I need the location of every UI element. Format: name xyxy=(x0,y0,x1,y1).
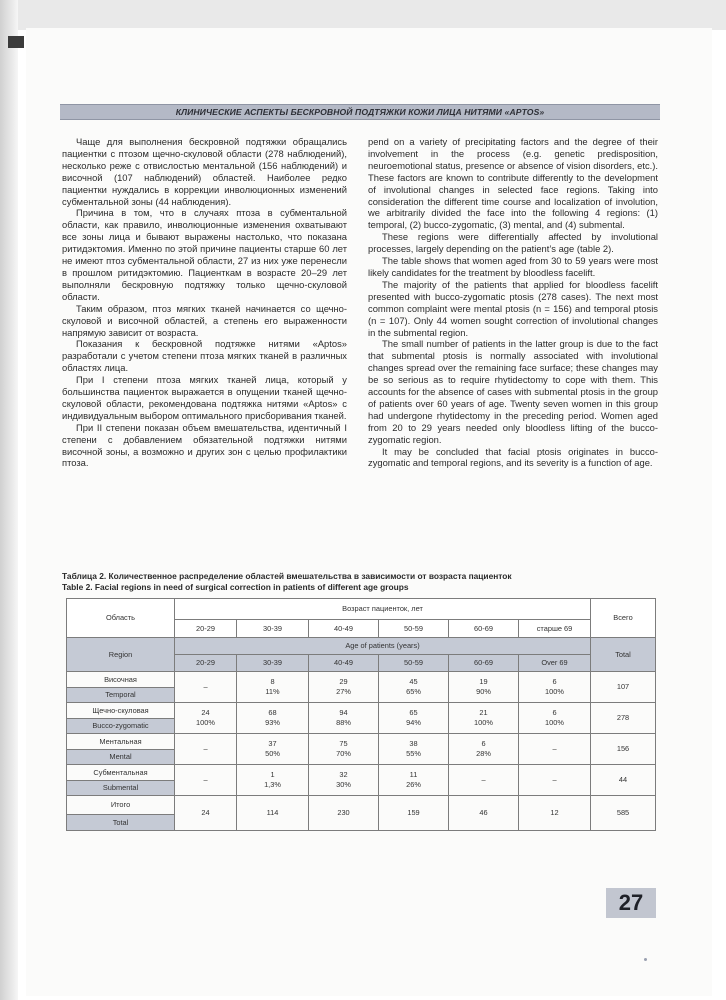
header-age-en: 20-29 xyxy=(175,655,237,672)
table-row xyxy=(67,672,656,688)
cell-value: 27% xyxy=(336,687,351,696)
cell-value: 100% xyxy=(545,687,564,696)
paragraph: The table shows that women aged from 30 to 59 years were most likely candidates for the treatment by bloodless facelift. xyxy=(368,255,658,278)
cell-value: 55% xyxy=(406,749,421,758)
table-cell xyxy=(519,672,591,703)
cell-value: 30% xyxy=(336,780,351,789)
table-cell xyxy=(449,765,519,796)
header-age-ru: 20-29 xyxy=(175,620,237,638)
paragraph: При I степени птоза мягких тканей лица, который у большинства пациенток выражается в опущении тканей щечно-скуловой области, рекомендована подтяжка нитями «Aptos» с индивидуальным выбором оптимального присборивания тканей. xyxy=(62,374,347,421)
page-number: 27 xyxy=(606,888,656,918)
cell-value: 65% xyxy=(406,687,421,696)
cell-value: 32 xyxy=(339,770,348,779)
table-cell xyxy=(449,672,519,703)
cell-value: 88% xyxy=(336,718,351,727)
row-total: 156 xyxy=(591,734,656,765)
total-label-ru: Итого xyxy=(67,796,175,815)
paragraph: Чаще для выполнения бескровной подтяжки обращались пациентки с птозом щечно-скуловой области (278 наблюдений), несколько реже с отвислостью ментальной (156 наблюдений) и височной (107 наблюдений) областей. Наиболее редко пациентки нуждались в коррекции инволюционных изменений субментальной зоны (44 наблюдения). xyxy=(62,136,347,207)
cell-value: 38 xyxy=(409,739,418,748)
cell-value: 50% xyxy=(265,749,280,758)
cell-value: 6 xyxy=(481,739,486,748)
header-age-ru: 30-39 xyxy=(237,620,309,638)
cell-value: 28% xyxy=(476,749,491,758)
header-total-en: Total xyxy=(591,638,656,672)
total-value: 159 xyxy=(379,796,449,831)
cell-value: – xyxy=(552,775,557,784)
header-age-ru: старше 69 xyxy=(519,620,591,638)
table-cell xyxy=(379,672,449,703)
paragraph: The small number of patients in the latter group is due to the fact that submental ptosis is normally associated with involutional changes spread over the remaining face surface; these changes may be so serious as to require rhytidectomy to cope with them. This accounts for the absence of cases with submental ptosis in the group of patients over 60 years of age. Twenty seven women in this group had undergone rhytidectomy in the preceding period. Women aged from 20 to 29 years needed only bloodless lifting of the bucco-zygomatic region. xyxy=(368,338,658,445)
paragraph: При II степени показан объем вмешательства, идентичный I степени с добавлением обязательной подтяжки нитями височной зоны, а возможно и других зон с целью профилактики птоза. xyxy=(62,421,347,469)
header-age-en: 50-59 xyxy=(379,655,449,672)
cell-value: 26% xyxy=(406,780,421,789)
scan-border-top xyxy=(0,0,726,30)
cell-value: 6 xyxy=(552,708,557,717)
cell-value: 11 xyxy=(409,770,418,779)
cell-value: 68 xyxy=(268,708,277,717)
table-caption-en: Table 2. Facial regions in need of surgical correction in patients of different age groups xyxy=(62,582,409,592)
row-label-en: Temporal xyxy=(67,688,175,703)
header-total-ru: Всего xyxy=(591,599,656,638)
table-cell xyxy=(237,703,309,734)
row-label-ru: Височная xyxy=(67,672,175,688)
paragraph: The majority of the patients that applied for bloodless facelift presented with bucco-zygomatic ptosis (278 cases). The next most common complaint were mental ptosis (n = 156) and temporal ptosis (n = 107). Only 44 women sought correction of involutional changes in the submental region. xyxy=(368,278,658,338)
scan-binding-mark xyxy=(8,36,24,48)
cell-value: 8 xyxy=(270,677,275,686)
cell-value: – xyxy=(203,775,208,784)
row-label-en: Mental xyxy=(67,750,175,765)
table-row xyxy=(67,703,656,719)
table-cell xyxy=(379,765,449,796)
cell-value: – xyxy=(552,744,557,753)
scan-border-left xyxy=(0,0,18,1000)
cell-value: 93% xyxy=(265,718,280,727)
table-cell xyxy=(309,734,379,765)
cell-value: – xyxy=(203,744,208,753)
cell-value: 94% xyxy=(406,718,421,727)
table-cell xyxy=(519,734,591,765)
table-cell xyxy=(237,765,309,796)
row-total: 107 xyxy=(591,672,656,703)
cell-value: 24 xyxy=(201,708,210,717)
table-cell xyxy=(175,734,237,765)
header-age-ru: 40-49 xyxy=(309,620,379,638)
total-row xyxy=(67,796,656,815)
right-text-column xyxy=(368,136,658,469)
cell-value: 37 xyxy=(268,739,277,748)
table-row xyxy=(67,734,656,750)
cell-value: 6 xyxy=(552,677,557,686)
data-table xyxy=(66,598,656,831)
paragraph: Причина в том, что в случаях птоза в субментальной области, как правило, инволюционные изменения охватывают все зоны лица и бывают выражены настолько, что показана ритидэктомия. Именно по этой причине пациенты старше 60 лет не имеют птоз субментальной области, 27 из них уже перенесли в прошлом ритидэктомию. Пациенткам в возрасте 20–29 лет выполняли бескровную подтяжку только щечно-скуловой области. xyxy=(62,207,347,302)
table-cell xyxy=(309,765,379,796)
table-cell xyxy=(379,703,449,734)
cell-value: 94 xyxy=(339,708,348,717)
cell-value: – xyxy=(203,682,208,691)
cell-value: 11% xyxy=(265,687,280,696)
table-cell xyxy=(449,703,519,734)
cell-value: 1,3% xyxy=(264,780,281,789)
cell-value: 70% xyxy=(336,749,351,758)
section-banner xyxy=(60,104,660,120)
total-value: 46 xyxy=(449,796,519,831)
table-cell xyxy=(449,734,519,765)
header-age-en: 30-39 xyxy=(237,655,309,672)
row-total: 44 xyxy=(591,765,656,796)
table-cell xyxy=(175,765,237,796)
paragraph: It may be concluded that facial ptosis originates in bucco-zygomatic and temporal regions, and its severity is a function of age. xyxy=(368,445,658,469)
row-label-ru: Ментальная xyxy=(67,734,175,750)
cell-value: – xyxy=(481,775,486,784)
cell-value: 90% xyxy=(476,687,491,696)
table-cell xyxy=(379,734,449,765)
header-region-en: Region xyxy=(67,638,175,672)
header-region-ru: Область xyxy=(67,599,175,638)
row-label-en: Submental xyxy=(67,781,175,796)
cell-value: 29 xyxy=(339,677,348,686)
grand-total: 585 xyxy=(591,796,656,831)
paragraph: Таким образом, птоз мягких тканей начинается со щечно-скуловой и височной областей, а степень его выраженности напрямую зависит от возраста. xyxy=(62,302,347,338)
table-row xyxy=(67,765,656,781)
total-label-en: Total xyxy=(67,815,175,831)
cell-value: 100% xyxy=(474,718,493,727)
cell-value: 65 xyxy=(409,708,418,717)
header-age-group-en: Age of patients (years) xyxy=(175,638,591,655)
table-container xyxy=(66,598,655,831)
row-total: 278 xyxy=(591,703,656,734)
table-cell xyxy=(309,672,379,703)
header-age-group-ru: Возраст пациенток, лет xyxy=(175,599,591,620)
cell-value: 21 xyxy=(479,708,488,717)
header-row-en xyxy=(67,638,656,655)
table-cell xyxy=(175,703,237,734)
table-cell xyxy=(237,734,309,765)
total-value: 24 xyxy=(175,796,237,831)
row-label-ru: Субментальная xyxy=(67,765,175,781)
cell-value: 100% xyxy=(545,718,564,727)
table-cell xyxy=(519,703,591,734)
paragraph: Показания к бескровной подтяжке нитями «Aptos» разработали с учетом степени птоза мягких тканей в различных областях лица. xyxy=(62,338,347,374)
table-cell xyxy=(309,703,379,734)
cell-value: 100% xyxy=(196,718,215,727)
total-value: 114 xyxy=(237,796,309,831)
left-text-column xyxy=(62,136,347,469)
header-row-ru xyxy=(67,599,656,620)
paragraph: pend on a variety of precipitating factors and the degree of their involvement in the process (e.g. genetic predisposition, neuroemotional status, presence or absence of vision disorders, etc.). These factors are known to contribute differently to the development of involutional changes in selected face regions. Taking into consideration the different time course and localization of involution, we arbitrarily divided the face into the following 4 regions: (1) temporal, (2) bucco-zygomatic, (3) mental, and (4) submental. xyxy=(368,136,658,231)
total-value: 12 xyxy=(519,796,591,831)
cell-value: 1 xyxy=(270,770,275,779)
header-age-en: 40-49 xyxy=(309,655,379,672)
header-age-ru: 50-59 xyxy=(379,620,449,638)
row-label-ru: Щечно-скуловая xyxy=(67,703,175,719)
header-age-en: 60-69 xyxy=(449,655,519,672)
table-cell xyxy=(175,672,237,703)
table-caption-ru: Таблица 2. Количественное распределение областей вмешательства в зависимости от возраста пациенток xyxy=(62,571,512,581)
section-title: КЛИНИЧЕСКИЕ АСПЕКТЫ БЕСКРОВНОЙ ПОДТЯЖКИ КОЖИ ЛИЦА НИТЯМИ «APTOS» xyxy=(175,107,545,117)
total-value: 230 xyxy=(309,796,379,831)
row-label-en: Bucco-zygomatic xyxy=(67,719,175,734)
paragraph: These regions were differentially affected by involutional processes, largely depending on the patient’s age (table 2). xyxy=(368,231,658,255)
cell-value: 19 xyxy=(479,677,488,686)
header-age-ru: 60-69 xyxy=(449,620,519,638)
table-caption xyxy=(62,571,662,593)
cell-value: 75 xyxy=(339,739,348,748)
cell-value: 45 xyxy=(409,677,418,686)
table-cell xyxy=(519,765,591,796)
scan-speck xyxy=(644,958,647,961)
header-age-en: Over 69 xyxy=(519,655,591,672)
table-cell xyxy=(237,672,309,703)
